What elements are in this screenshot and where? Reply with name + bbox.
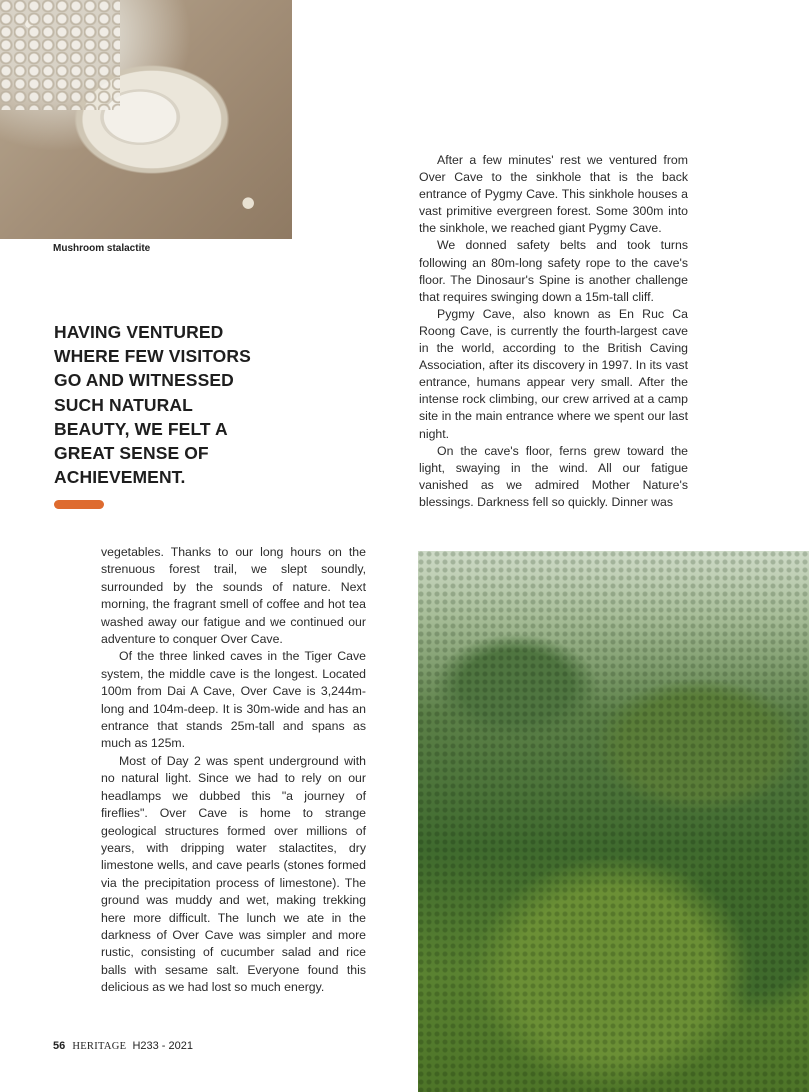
article-column-right (419, 152, 688, 511)
paragraph: After a few minutes' rest we ventured from Over Cave to the sinkhole that is the back entrance of Pygmy Cave. This sinkhole houses a vast primitive evergreen forest. Some 300m into the sinkhole, we reached giant Pygmy Cave. (419, 153, 688, 236)
paragraph: Of the three linked caves in the Tiger Cave system, the middle cave is the longest. Located 100m from Dai A Cave, Over Cave is 3,244m-long and 104m-deep. It is 30m-wide and has an entrance that stands 25m-tall and spans as much as 125m. (101, 649, 366, 751)
mushroom-stalactite-photo (0, 0, 292, 239)
issue-label: H233 - 2021 (132, 1040, 193, 1052)
paragraph: vegetables. Thanks to our long hours on the strenuous forest trail, we slept soundly, surrounded by the sounds of nature. Next morning, the fragrant smell of coffee and hot tea washed away our fatigue and we continued our adventure to conquer Over Cave. (101, 545, 366, 647)
page-number: 56 (53, 1040, 66, 1052)
accent-bar (54, 500, 104, 509)
paragraph: Pygmy Cave, also known as En Ruc Ca Roong Cave, is currently the fourth-largest cave in the world, according to the British Caving Association, after its discovery in 1997. In its vast entrance, humans appear very small. After the intense rock climbing, our crew arrived at a camp site in the main entrance where we spent our last night. (419, 306, 688, 441)
photo-caption: Mushroom stalactite (53, 243, 151, 254)
paragraph: On the cave's floor, ferns grew toward the light, swaying in the wind. All our fatigue vanished as we admired Mother Nature's blessings. Darkness fell so quickly. Dinner was (419, 443, 688, 509)
paragraph: We donned safety belts and took turns following an 80m-long safety rope to the cave's floor. The Dinosaur's Spine is another challenge that requires swinging down a 15m-tall cliff. (419, 238, 688, 304)
pull-quote: HAVING VENTURED WHERE FEW VISITORS GO AND WITNESSED SUCH NATURAL BEAUTY, WE FELT A GREAT SENSE OF ACHIEVEMENT. (54, 322, 251, 488)
page-footer (53, 1040, 193, 1052)
article-column-left (101, 544, 366, 997)
forest-aerial-photo (418, 551, 809, 1092)
paragraph: Most of Day 2 was spent underground with no natural light. Since we had to rely on our headlamps we dubbed this "a journey of fireflies". Over Cave is home to strange geological structures formed over millions of years, with dripping water stalactites, dry limestone wells, and cave pearls (stones formed via the precipitation process of limestone). The ground was muddy and wet, making trekking here more difficult. The lunch we ate in the darkness of Over Cave was simpler and more rustic, consisting of cucumber salad and rice balls with sesame salt. Everyone found this delicious as we had lost so much energy. (101, 753, 366, 995)
magazine-brand: HERITAGE (72, 1041, 127, 1052)
